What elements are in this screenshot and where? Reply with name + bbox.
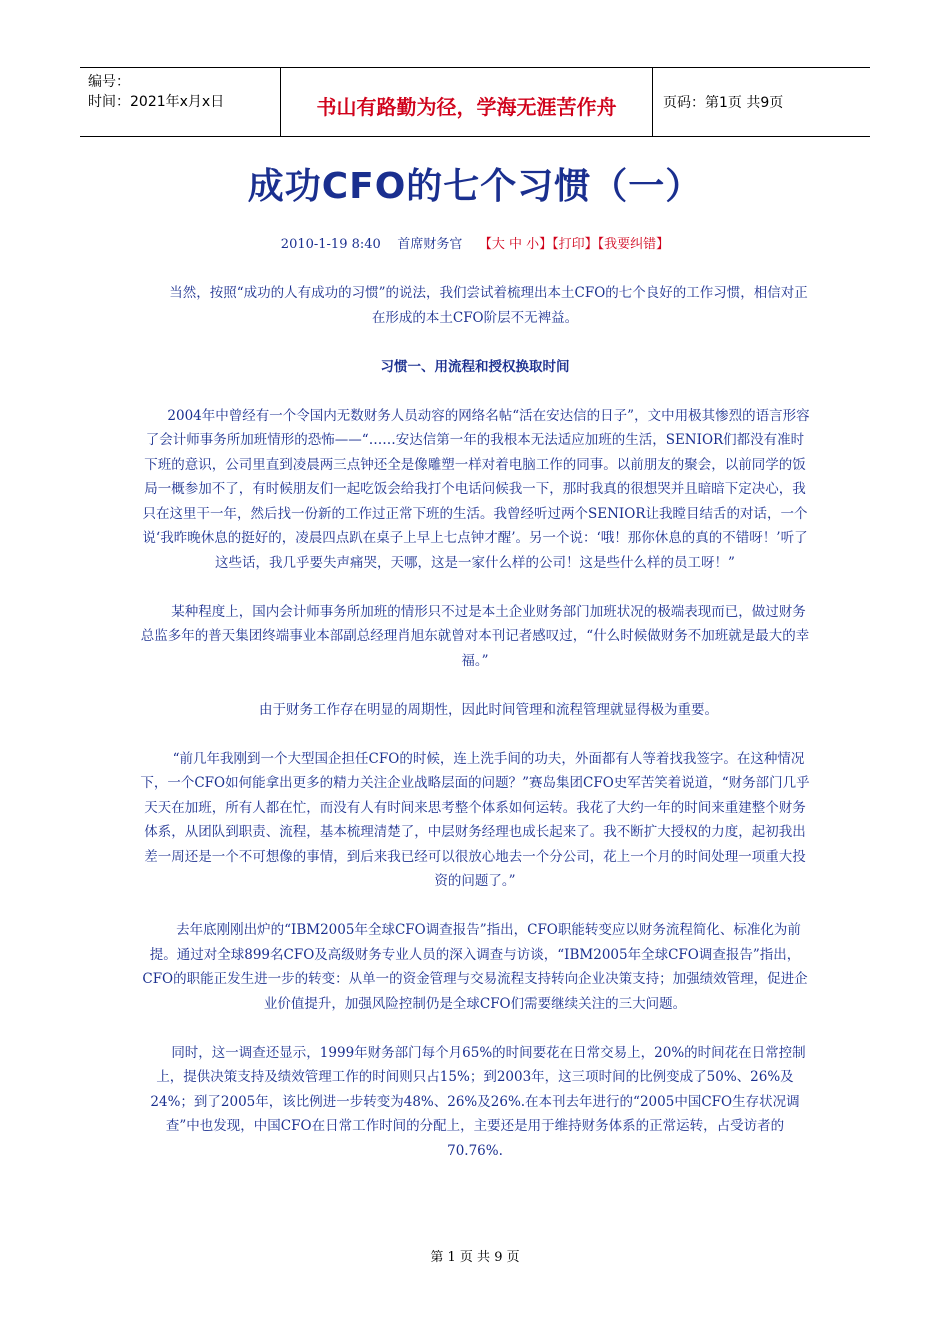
page-footer: 第 1 页 共 9 页 <box>430 1250 520 1265</box>
header-motto: 书山有路勤为径，学海无涯苦作舟 <box>281 68 653 136</box>
body-paragraph: “前几年我刚到一个大型国企担任CFO的时候，连上洗手间的功夫，外面都有人等着找我签字。在这种情况下，一个CFO如何能拿出更多的精力关注企业战略层面的问题？”赛岛集团CFO史军苦笑着说道，“财务部门几乎天天在加班，所有人都在忙，而没有人有时间来思考整个体系如何运转。我花了大约一年的时间来重建整个财务体系，从团队到职责、流程，基本梳理清楚了，中层财务经理也成长起来了。我不断扩大授权的力度，起初我出差一周还是一个不可想像的事情，到后来我已经可以很放心地去一个分公司，花上一个月的时间处理一项重大投资的问题了。” <box>140 750 810 889</box>
body-paragraph: 2004年中曾经有一个令国内无数财务人员动容的网络名帖“活在安达信的日子”，文中用极其惨烈的语言形容了会计师事务所加班情形的恐怖——“……安达信第一年的我根本无法适应加班的生活，SENIOR们都没有准时下班的意识，公司里直到凌晨两三点钟还全是像雕塑一样对着电脑工作的同事。以前朋友的聚会，以前同学的饭局一概参加不了，有时候朋友们一起吃饭会给我打个电话问候我一下，那时我真的很想哭并且暗暗下定决心，我只在这里干一年，然后找一份新的工作过正常下班的生活。我曾经听过两个SENIOR让我瞠目结舌的对话，一个说‘我昨晚休息的挺好的，凌晨四点趴在桌子上早上七点钟才醒’。另一个说：‘哦！那你休息的真的不错呀！’听了这些话，我几乎要失声痛哭，天哪，这是一家什么样的公司！这是些什么样的员工呀！” <box>142 407 810 571</box>
report-error-link[interactable]: 【我要纠错】 <box>597 237 670 252</box>
body-paragraph: 由于财务工作存在明显的周期性，因此时间管理和流程管理就显得极为重要。 <box>259 701 718 718</box>
section-heading: 习惯一、用流程和授权换取时间 <box>380 358 570 375</box>
article-body <box>140 281 810 1188</box>
body-paragraph: 某种程度上，国内会计师事务所加班的情形只不过是本土企业财务部门加班状况的极端表现而已，做过财务总监多年的普天集团终端事业本部副总经理肖旭东就曾对本刊记者感叹过，“什么时候做财务不加班就是最大的幸福。” <box>140 603 810 669</box>
intro-paragraph: 当然，按照“成功的人有成功的习惯”的说法，我们尝试着梳理出本土CFO的七个良好的工作习惯，相信对正在形成的本土CFO阶层不无裨益。 <box>169 285 808 326</box>
article-meta <box>0 233 950 252</box>
meta-date: 2010-1-19 8:40 <box>280 237 381 252</box>
date-label: 时间：2021年x月x日 <box>88 94 225 110</box>
header-info <box>80 68 281 136</box>
print-link[interactable]: 【打印】 <box>552 237 598 252</box>
meta-author: 首席财务官 <box>397 237 463 252</box>
header-page-info: 页码：第1页 共9页 <box>663 95 784 111</box>
font-size-links[interactable]: 【大 中 小】 <box>478 237 553 252</box>
document-header <box>80 67 870 137</box>
number-label: 编号： <box>88 74 130 90</box>
article-title: 成功CFO的七个习惯（一） <box>247 166 703 207</box>
body-paragraph: 同时，这一调查还显示，1999年财务部门每个月65%的时间要花在日常交易上，20%的时间花在日常控制上，提供决策支持及绩效管理工作的时间则只占15%；到2003年，这三项时间的比例变成了50%、26%及24%；到了2005年，该比例进一步转变为48%、26%及26%.在本刊去年进行的“2005中国CFO生存状况调查”中也发现，中国CFO在日常工作时间的分配上，主要还是用于维持财务体系的正常运转，占受访者的70.76%. <box>150 1044 806 1159</box>
body-paragraph: 去年底刚刚出炉的“IBM2005年全球CFO调查报告”指出，CFO职能转变应以财务流程简化、标准化为前提。通过对全球899名CFO及高级财务专业人员的深入调查与访谈，“IBM2005年全球CFO调查报告”指出，CFO的职能正发生进一步的转变：从单一的资金管理与交易流程支持转向企业决策支持；加强绩效管理，促进企业价值提升，加强风险控制仍是全球CFO们需要继续关注的三大问题。 <box>142 922 808 1012</box>
